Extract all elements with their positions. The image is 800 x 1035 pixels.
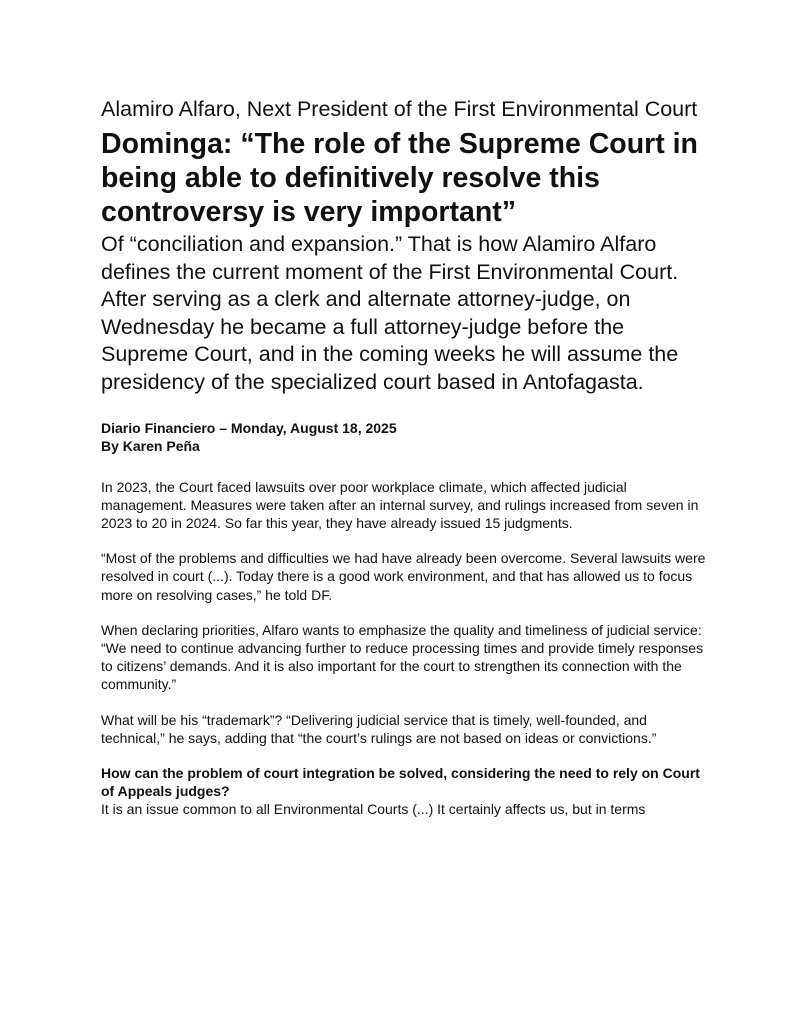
article	[101, 96, 711, 818]
article-headline: Dominga: “The role of the Supreme Court in being able to definitively resolve this controversy is very important”	[101, 128, 698, 228]
source-line: Diario Financiero – Monday, August 18, 2025	[101, 419, 397, 436]
body-paragraph-4: What will be his “trademark”? “Delivering judicial service that is timely, well-founded, and technical,” he says, adding that “the court’s rulings are not based on ideas or convictions.”	[101, 711, 657, 746]
article-kicker: Alamiro Alfaro, Next President of the First Environmental Court	[101, 97, 698, 121]
body-paragraph-2: “Most of the problems and difficulties we had have already been overcome. Several lawsuits were resolved in court (...). Today there is a good work environment, and that has allowed us to focus more on resolving cases,” he told DF.	[101, 550, 706, 603]
byline	[101, 419, 711, 455]
body-paragraph-1: In 2023, the Court faced lawsuits over poor workplace climate, which affected judicial management. Measures were taken after an internal survey, and rulings increased from seven in 2023 to 20 in 2024. So far this year, they have already issued 15 judgments.	[101, 478, 699, 531]
body-paragraph-3: When declaring priorities, Alfaro wants to emphasize the quality and timeliness of judicial service: “We need to continue advancing further to reduce processing times and provide timely responses to citizens’ demands. And it is also important for the court to strengthen its connection with the community.”	[101, 621, 704, 693]
interview-answer: It is an issue common to all Environmental Courts (...) It certainly affects us, but in terms	[101, 801, 646, 817]
interview-question: How can the problem of court integration be solved, considering the need to rely on Court of Appeals judges?	[101, 765, 700, 799]
author-line: By Karen Peña	[101, 437, 200, 454]
article-dek: Of “conciliation and expansion.” That is how Alamiro Alfaro defines the current moment of the First Environmental Court. After serving as a clerk and alternate attorney-judge, on Wednesday he became a full attorney-judge before the Supreme Court, and in the coming weeks he will assume the presidency of the specialized court based in Antofagasta.	[101, 232, 679, 394]
